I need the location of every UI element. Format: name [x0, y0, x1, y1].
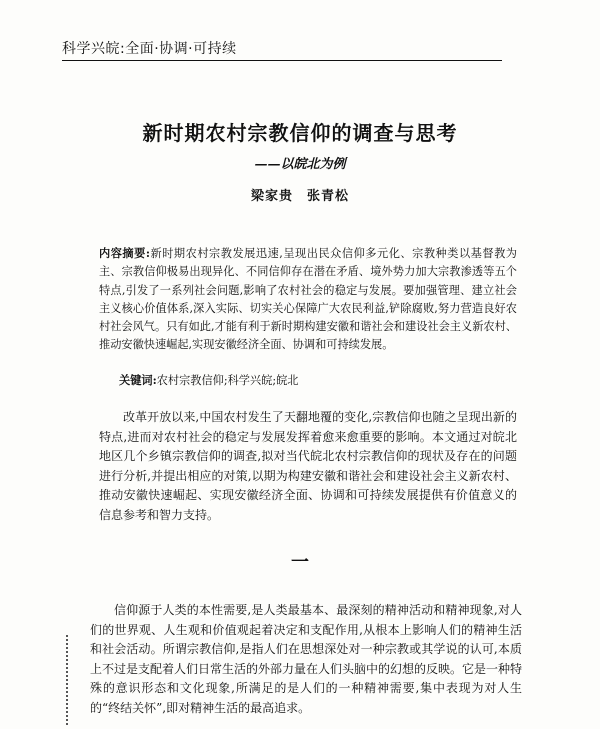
keywords-text: 农村宗教信仰;科学兴皖;皖北	[156, 374, 299, 387]
series-header: 科学兴皖:全面·协调·可持续	[62, 41, 237, 57]
article-subtitle: ——以皖北为例	[254, 157, 346, 172]
binding-margin-dots	[66, 635, 68, 725]
article-authors: 梁家贵 张青松	[250, 189, 349, 204]
keywords	[119, 372, 517, 388]
abstract-label: 内容摘要:	[99, 246, 150, 260]
abstract	[99, 244, 517, 355]
body-paragraph: 信仰源于人类的本性需要,是人类最基本、最深刻的精神活动和精神现象,对人们的世界观、人生观和价值观起着决定和支配作用,从根本上影响人们的精神生活和社会活动。所谓宗教信仰,是指人们在思想深处对一种宗教或其学说的认可,本质上不过是支配着人们日常生活的外部力量在人们头脑中的幻想的反映。它是一种特殊的意识形态和文化现象,所满足的是人们的一种精神需要,集中表现为对人生的“终结关怀”,即对精神生活的最高追求。	[90, 603, 523, 715]
keywords-label: 关键词:	[119, 373, 157, 387]
header-divider	[62, 60, 502, 61]
article-title: 新时期农村宗教信仰的调查与思考	[142, 121, 458, 145]
abstract-text: 新时期农村宗教发展迅速,呈现出民众信仰多元化、宗教种类以基督教为主、宗教信仰极易出现异化、不同信仰存在潜在矛盾、境外势力加大宗教渗透等五个特点,引发了一系列社会问题,影响了农村社会的稳定与发展。要加强管理、建立社会主义核心价值体系,深入实际、切实关心保障广大农民利益,铲除腐败,努力营造良好农村社会风气。只有如此,才能有利于新时期构建安徽和谐社会和建设社会主义新农村、推动安徽快速崛起,实现安徽经济全面、协调和可持续发展。	[99, 247, 517, 352]
section-number: 一	[291, 552, 309, 573]
intro-paragraph: 改革开放以来,中国农村发生了天翻地覆的变化,宗教信仰也随之呈现出新的特点,进而对农村社会的稳定与发展发挥着愈来愈重要的影响。本文通过对皖北地区几个乡镇宗教信仰的调查,拟对当代皖北农村宗教信仰的现状及存在的问题进行分析,并提出相应的对策,以期为构建安徽和谐社会和建设社会主义新农村、推动安徽快速崛起、实现安徽经济全面、协调和可持续发展提供有价值意义的信息参考和智力支持。	[99, 410, 517, 522]
